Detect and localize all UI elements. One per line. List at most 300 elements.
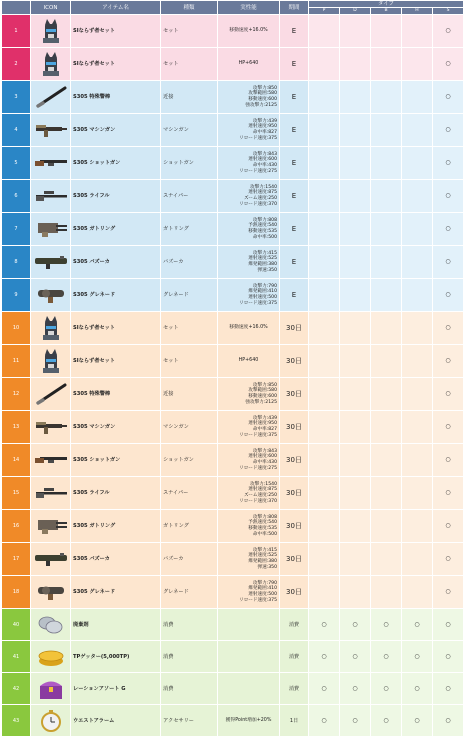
item-name: S305 ガトリング bbox=[71, 213, 161, 246]
item-name: S305 ショットガン bbox=[71, 147, 161, 180]
type-mark bbox=[371, 180, 402, 213]
gatling-icon bbox=[31, 219, 70, 239]
performance-line: リロード速度:370 bbox=[239, 498, 277, 504]
item-name: S305 マシンガン bbox=[71, 411, 161, 444]
item-icon-cell bbox=[31, 147, 71, 180]
item-period: 30日 bbox=[280, 477, 309, 510]
type-mark bbox=[402, 213, 433, 246]
performance-line: 爆発範囲:410 bbox=[248, 289, 277, 295]
type-mark bbox=[371, 312, 402, 345]
performance-line: リロード速度:375 bbox=[239, 432, 277, 438]
row-number: 42 bbox=[2, 673, 31, 705]
item-performance bbox=[218, 180, 280, 213]
item-name: SIならず者セット bbox=[71, 312, 161, 345]
rifle-icon bbox=[31, 188, 70, 204]
table-row bbox=[2, 609, 464, 641]
type-mark: ○ bbox=[433, 48, 464, 81]
bazooka-icon bbox=[31, 253, 70, 271]
type-mark bbox=[402, 81, 433, 114]
item-period: 30日 bbox=[280, 378, 309, 411]
row-number: 3 bbox=[2, 81, 31, 114]
item-kind: 近接 bbox=[161, 378, 218, 411]
performance-line: 連射速度:875 bbox=[248, 190, 277, 196]
performance-line: 命中率:500 bbox=[252, 531, 277, 537]
performance-line: 弾速:350 bbox=[257, 564, 277, 570]
type-mark bbox=[402, 345, 433, 378]
type-mark bbox=[340, 15, 371, 48]
item-performance bbox=[218, 543, 280, 576]
type-mark bbox=[309, 114, 340, 147]
performance-line: 移動速度:535 bbox=[248, 526, 277, 531]
item-kind: ショットガン bbox=[161, 444, 218, 477]
header-icon: ICON bbox=[31, 1, 71, 15]
type-mark bbox=[340, 411, 371, 444]
performance-line: 命中率:430 bbox=[252, 163, 277, 168]
type-mark bbox=[340, 312, 371, 345]
type-mark: ○ bbox=[433, 147, 464, 180]
bazooka-icon bbox=[31, 550, 70, 568]
type-mark bbox=[309, 576, 340, 609]
row-number: 40 bbox=[2, 609, 31, 641]
type-mark bbox=[402, 510, 433, 543]
table-row bbox=[2, 213, 464, 246]
performance-line: 攻撃力:808 bbox=[252, 514, 277, 520]
performance-line: 攻撃力:1540 bbox=[249, 184, 277, 190]
item-table bbox=[1, 0, 464, 737]
performance-line: 攻撃力:843 bbox=[252, 448, 277, 454]
row-number: 2 bbox=[2, 48, 31, 81]
item-performance bbox=[218, 81, 280, 114]
baton-icon bbox=[31, 85, 70, 109]
type-mark bbox=[402, 15, 433, 48]
item-kind: 消費 bbox=[161, 641, 218, 673]
performance-line: HP+640 bbox=[238, 358, 259, 363]
performance-line: ズーム速度:250 bbox=[243, 493, 277, 498]
row-number: 18 bbox=[2, 576, 31, 609]
row-number: 41 bbox=[2, 641, 31, 673]
type-mark: ○ bbox=[309, 705, 340, 737]
type-mark: ○ bbox=[433, 477, 464, 510]
type-mark bbox=[340, 576, 371, 609]
type-mark bbox=[371, 15, 402, 48]
item-kind: セット bbox=[161, 15, 218, 48]
type-mark: ○ bbox=[433, 444, 464, 477]
item-performance bbox=[218, 345, 280, 378]
performance-line: 強攻撃力:2125 bbox=[245, 102, 277, 108]
table-row bbox=[2, 15, 464, 48]
performance-line: 連射速度:600 bbox=[248, 454, 277, 460]
item-performance bbox=[218, 510, 280, 543]
item-kind: ガトリング bbox=[161, 510, 218, 543]
item-icon-cell bbox=[31, 15, 71, 48]
type-mark bbox=[371, 246, 402, 279]
type-mark: ○ bbox=[433, 114, 464, 147]
header-type-s: S bbox=[433, 8, 464, 15]
item-icon-cell bbox=[31, 279, 71, 312]
item-period: E bbox=[280, 81, 309, 114]
header-type-b: B bbox=[371, 8, 402, 15]
type-mark bbox=[371, 114, 402, 147]
item-name: S305 特殊警棒 bbox=[71, 81, 161, 114]
row-number: 5 bbox=[2, 147, 31, 180]
performance-line: 命中率:500 bbox=[252, 234, 277, 240]
table-row bbox=[2, 444, 464, 477]
item-period: 30日 bbox=[280, 411, 309, 444]
performance-line: 連射速度:600 bbox=[248, 157, 277, 163]
performance-line: 攻撃範囲:580 bbox=[248, 388, 277, 394]
type-mark bbox=[371, 411, 402, 444]
item-performance bbox=[218, 411, 280, 444]
performance-line: 命中率:430 bbox=[252, 460, 277, 465]
item-kind: セット bbox=[161, 312, 218, 345]
table-row bbox=[2, 246, 464, 279]
item-kind: マシンガン bbox=[161, 114, 218, 147]
performance-line: 攻撃力:808 bbox=[252, 217, 277, 223]
type-mark bbox=[309, 279, 340, 312]
item-period: 30日 bbox=[280, 345, 309, 378]
performance-line: 攻撃力:790 bbox=[252, 283, 277, 289]
type-mark bbox=[371, 378, 402, 411]
table-row bbox=[2, 114, 464, 147]
type-mark: ○ bbox=[433, 705, 464, 737]
performance-line: 攻撃範囲:580 bbox=[248, 91, 277, 97]
item-period: 30日 bbox=[280, 444, 309, 477]
table-row bbox=[2, 477, 464, 510]
type-mark bbox=[309, 411, 340, 444]
item-rows bbox=[2, 15, 464, 737]
machinegun-icon bbox=[31, 121, 70, 139]
type-mark bbox=[340, 180, 371, 213]
type-mark: ○ bbox=[433, 673, 464, 705]
item-name: SIならず者セット bbox=[71, 48, 161, 81]
item-period: 消費 bbox=[280, 641, 309, 673]
performance-line: ズーム速度:250 bbox=[243, 196, 277, 201]
type-mark bbox=[340, 213, 371, 246]
type-mark: ○ bbox=[433, 576, 464, 609]
performance-line: リロード速度:275 bbox=[239, 465, 277, 471]
item-performance bbox=[218, 279, 280, 312]
table-row bbox=[2, 576, 464, 609]
type-mark: ○ bbox=[433, 378, 464, 411]
performance-line: 連射速度:950 bbox=[248, 421, 277, 427]
item-kind: セット bbox=[161, 48, 218, 81]
performance-line: 移動速度+16.0% bbox=[229, 28, 268, 33]
table-row bbox=[2, 641, 464, 673]
item-kind: マシンガン bbox=[161, 411, 218, 444]
item-performance bbox=[218, 312, 280, 345]
table-row bbox=[2, 180, 464, 213]
row-number: 4 bbox=[2, 114, 31, 147]
performance-line: 連射速度:875 bbox=[248, 487, 277, 493]
table-row bbox=[2, 345, 464, 378]
item-name: S305 ショットガン bbox=[71, 444, 161, 477]
table-row bbox=[2, 81, 464, 114]
item-performance bbox=[218, 673, 280, 705]
type-mark bbox=[402, 246, 433, 279]
type-mark bbox=[402, 114, 433, 147]
item-performance bbox=[218, 477, 280, 510]
type-mark bbox=[340, 48, 371, 81]
type-mark: ○ bbox=[402, 641, 433, 673]
item-period: E bbox=[280, 180, 309, 213]
type-mark bbox=[402, 444, 433, 477]
type-mark bbox=[371, 81, 402, 114]
type-mark: ○ bbox=[402, 705, 433, 737]
item-name: S305 マシンガン bbox=[71, 114, 161, 147]
item-period: 30日 bbox=[280, 312, 309, 345]
type-mark bbox=[309, 213, 340, 246]
gatling-icon bbox=[31, 516, 70, 536]
type-mark bbox=[340, 477, 371, 510]
type-mark: ○ bbox=[309, 673, 340, 705]
item-period: 30日 bbox=[280, 510, 309, 543]
type-mark: ○ bbox=[340, 673, 371, 705]
shotgun-icon bbox=[31, 155, 70, 171]
type-mark bbox=[309, 378, 340, 411]
table-row bbox=[2, 48, 464, 81]
machinegun-icon bbox=[31, 418, 70, 436]
type-mark bbox=[371, 444, 402, 477]
performance-line: 攻撃力:415 bbox=[252, 547, 277, 553]
dog-tag-icon bbox=[31, 613, 70, 637]
performance-line: 予熱速度:540 bbox=[248, 223, 277, 229]
type-mark bbox=[371, 279, 402, 312]
item-name: ウエストアラーム bbox=[71, 705, 161, 737]
performance-line: リロード速度:275 bbox=[239, 168, 277, 174]
item-period: 消費 bbox=[280, 609, 309, 641]
item-kind: 近接 bbox=[161, 81, 218, 114]
type-mark bbox=[371, 48, 402, 81]
type-mark bbox=[309, 543, 340, 576]
item-period: E bbox=[280, 213, 309, 246]
type-mark: ○ bbox=[371, 705, 402, 737]
item-icon-cell bbox=[31, 543, 71, 576]
type-mark bbox=[371, 576, 402, 609]
item-performance bbox=[218, 444, 280, 477]
performance-line: 攻撃力:790 bbox=[252, 580, 277, 586]
performance-line: 爆発範囲:380 bbox=[248, 559, 277, 564]
row-number: 1 bbox=[2, 15, 31, 48]
type-mark: ○ bbox=[433, 345, 464, 378]
type-mark: ○ bbox=[340, 609, 371, 641]
row-number: 13 bbox=[2, 411, 31, 444]
item-performance bbox=[218, 609, 280, 641]
item-name: S305 ライフル bbox=[71, 180, 161, 213]
header-row bbox=[2, 1, 464, 8]
item-icon-cell bbox=[31, 641, 71, 673]
performance-line: 獲得Point増加+20% bbox=[225, 717, 272, 723]
item-kind: グレネード bbox=[161, 576, 218, 609]
baton-icon bbox=[31, 382, 70, 406]
type-mark: ○ bbox=[340, 641, 371, 673]
item-name: S305 特殊警棒 bbox=[71, 378, 161, 411]
type-mark: ○ bbox=[433, 279, 464, 312]
type-mark bbox=[402, 147, 433, 180]
type-mark: ○ bbox=[433, 81, 464, 114]
performance-line: 弾速:350 bbox=[257, 267, 277, 273]
performance-line: リロード速度:375 bbox=[239, 300, 277, 306]
type-mark bbox=[309, 444, 340, 477]
type-mark bbox=[309, 246, 340, 279]
item-kind: 消費 bbox=[161, 673, 218, 705]
performance-line: 予熱速度:540 bbox=[248, 520, 277, 526]
header-name: アイテム名 bbox=[71, 1, 161, 15]
item-name: レーションアソート G bbox=[71, 673, 161, 705]
type-mark: ○ bbox=[402, 609, 433, 641]
type-mark: ○ bbox=[433, 609, 464, 641]
type-mark bbox=[402, 180, 433, 213]
item-icon-cell bbox=[31, 312, 71, 345]
item-performance bbox=[218, 114, 280, 147]
item-name: S305 バズーカ bbox=[71, 246, 161, 279]
performance-line: リロード速度:375 bbox=[239, 597, 277, 603]
item-kind: ガトリング bbox=[161, 213, 218, 246]
item-icon-cell bbox=[31, 345, 71, 378]
row-number: 15 bbox=[2, 477, 31, 510]
type-mark: ○ bbox=[433, 510, 464, 543]
table-row bbox=[2, 543, 464, 576]
type-mark: ○ bbox=[433, 180, 464, 213]
type-mark bbox=[402, 312, 433, 345]
performance-line: 移動速度+16.0% bbox=[229, 325, 268, 330]
type-mark bbox=[309, 48, 340, 81]
type-mark bbox=[371, 543, 402, 576]
item-period: E bbox=[280, 15, 309, 48]
performance-line: 強攻撃力:2125 bbox=[245, 399, 277, 405]
table-row bbox=[2, 510, 464, 543]
type-mark: ○ bbox=[309, 641, 340, 673]
pocket-watch-icon bbox=[31, 709, 70, 733]
gold-coins-icon bbox=[31, 645, 70, 669]
treasure-chest-icon bbox=[31, 677, 70, 701]
item-kind: セット bbox=[161, 345, 218, 378]
type-mark bbox=[340, 279, 371, 312]
header-id bbox=[2, 1, 31, 15]
type-mark bbox=[402, 543, 433, 576]
row-number: 12 bbox=[2, 378, 31, 411]
type-mark bbox=[402, 411, 433, 444]
performance-line: 攻撃力:415 bbox=[252, 250, 277, 256]
type-mark bbox=[340, 510, 371, 543]
header-period: 期間 bbox=[280, 1, 309, 15]
performance-line: 攻撃力:439 bbox=[252, 118, 277, 124]
performance-line: 移動速度:535 bbox=[248, 229, 277, 234]
type-mark: ○ bbox=[402, 673, 433, 705]
item-icon-cell bbox=[31, 705, 71, 737]
item-period: 30日 bbox=[280, 576, 309, 609]
item-icon-cell bbox=[31, 378, 71, 411]
item-performance bbox=[218, 246, 280, 279]
item-performance bbox=[218, 48, 280, 81]
row-number: 6 bbox=[2, 180, 31, 213]
item-performance bbox=[218, 705, 280, 737]
performance-line: 命中率:827 bbox=[252, 427, 277, 432]
item-period: 消費 bbox=[280, 673, 309, 705]
item-icon-cell bbox=[31, 576, 71, 609]
header-kind: 種類 bbox=[161, 1, 218, 15]
row-number: 10 bbox=[2, 312, 31, 345]
type-mark: ○ bbox=[371, 673, 402, 705]
item-kind: バズーカ bbox=[161, 246, 218, 279]
item-icon-cell bbox=[31, 444, 71, 477]
performance-line: 爆発範囲:410 bbox=[248, 586, 277, 592]
header-type-p: P bbox=[309, 8, 340, 15]
shotgun-icon bbox=[31, 452, 70, 468]
item-kind: スナイパー bbox=[161, 180, 218, 213]
performance-line: 攻撃力:439 bbox=[252, 415, 277, 421]
type-mark bbox=[340, 147, 371, 180]
row-number: 9 bbox=[2, 279, 31, 312]
performance-line: 連射速度:500 bbox=[248, 592, 277, 597]
item-kind: ショットガン bbox=[161, 147, 218, 180]
row-number: 14 bbox=[2, 444, 31, 477]
type-mark: ○ bbox=[371, 641, 402, 673]
item-icon-cell bbox=[31, 477, 71, 510]
type-mark bbox=[309, 477, 340, 510]
type-mark bbox=[309, 81, 340, 114]
item-icon-cell bbox=[31, 180, 71, 213]
type-mark bbox=[402, 576, 433, 609]
header-type-h: H bbox=[402, 8, 433, 15]
performance-line: リロード速度:375 bbox=[239, 135, 277, 141]
item-performance bbox=[218, 641, 280, 673]
performance-line: リロード速度:370 bbox=[239, 201, 277, 207]
type-mark: ○ bbox=[433, 312, 464, 345]
type-mark bbox=[371, 345, 402, 378]
item-period: E bbox=[280, 147, 309, 180]
header-type: タイプ bbox=[309, 1, 464, 8]
item-kind: グレネード bbox=[161, 279, 218, 312]
type-mark bbox=[340, 114, 371, 147]
item-period: 1日 bbox=[280, 705, 309, 737]
type-mark bbox=[402, 378, 433, 411]
item-period: E bbox=[280, 246, 309, 279]
rifle-icon bbox=[31, 485, 70, 501]
row-number: 16 bbox=[2, 510, 31, 543]
type-mark bbox=[309, 180, 340, 213]
performance-line: 連射速度:525 bbox=[248, 256, 277, 262]
type-mark bbox=[340, 378, 371, 411]
cat-mask-icon bbox=[31, 19, 70, 43]
type-mark: ○ bbox=[433, 411, 464, 444]
type-mark bbox=[340, 81, 371, 114]
item-name: TPゲッター(5,000TP) bbox=[71, 641, 161, 673]
item-kind: アクセサリー bbox=[161, 705, 218, 737]
type-mark bbox=[371, 510, 402, 543]
item-period: E bbox=[280, 48, 309, 81]
type-mark bbox=[371, 147, 402, 180]
type-mark: ○ bbox=[433, 641, 464, 673]
item-icon-cell bbox=[31, 609, 71, 641]
type-mark bbox=[309, 312, 340, 345]
item-name: 廃棄剤 bbox=[71, 609, 161, 641]
type-mark: ○ bbox=[340, 705, 371, 737]
performance-line: 攻撃力:850 bbox=[252, 382, 277, 388]
item-performance bbox=[218, 15, 280, 48]
item-name: S305 グレネード bbox=[71, 279, 161, 312]
item-icon-cell bbox=[31, 81, 71, 114]
row-number: 17 bbox=[2, 543, 31, 576]
performance-line: 攻撃力:843 bbox=[252, 151, 277, 157]
type-mark: ○ bbox=[371, 609, 402, 641]
type-mark bbox=[340, 246, 371, 279]
type-mark bbox=[402, 48, 433, 81]
item-performance bbox=[218, 378, 280, 411]
item-period: 30日 bbox=[280, 543, 309, 576]
type-mark: ○ bbox=[433, 543, 464, 576]
item-kind: 消費 bbox=[161, 609, 218, 641]
item-icon-cell bbox=[31, 510, 71, 543]
